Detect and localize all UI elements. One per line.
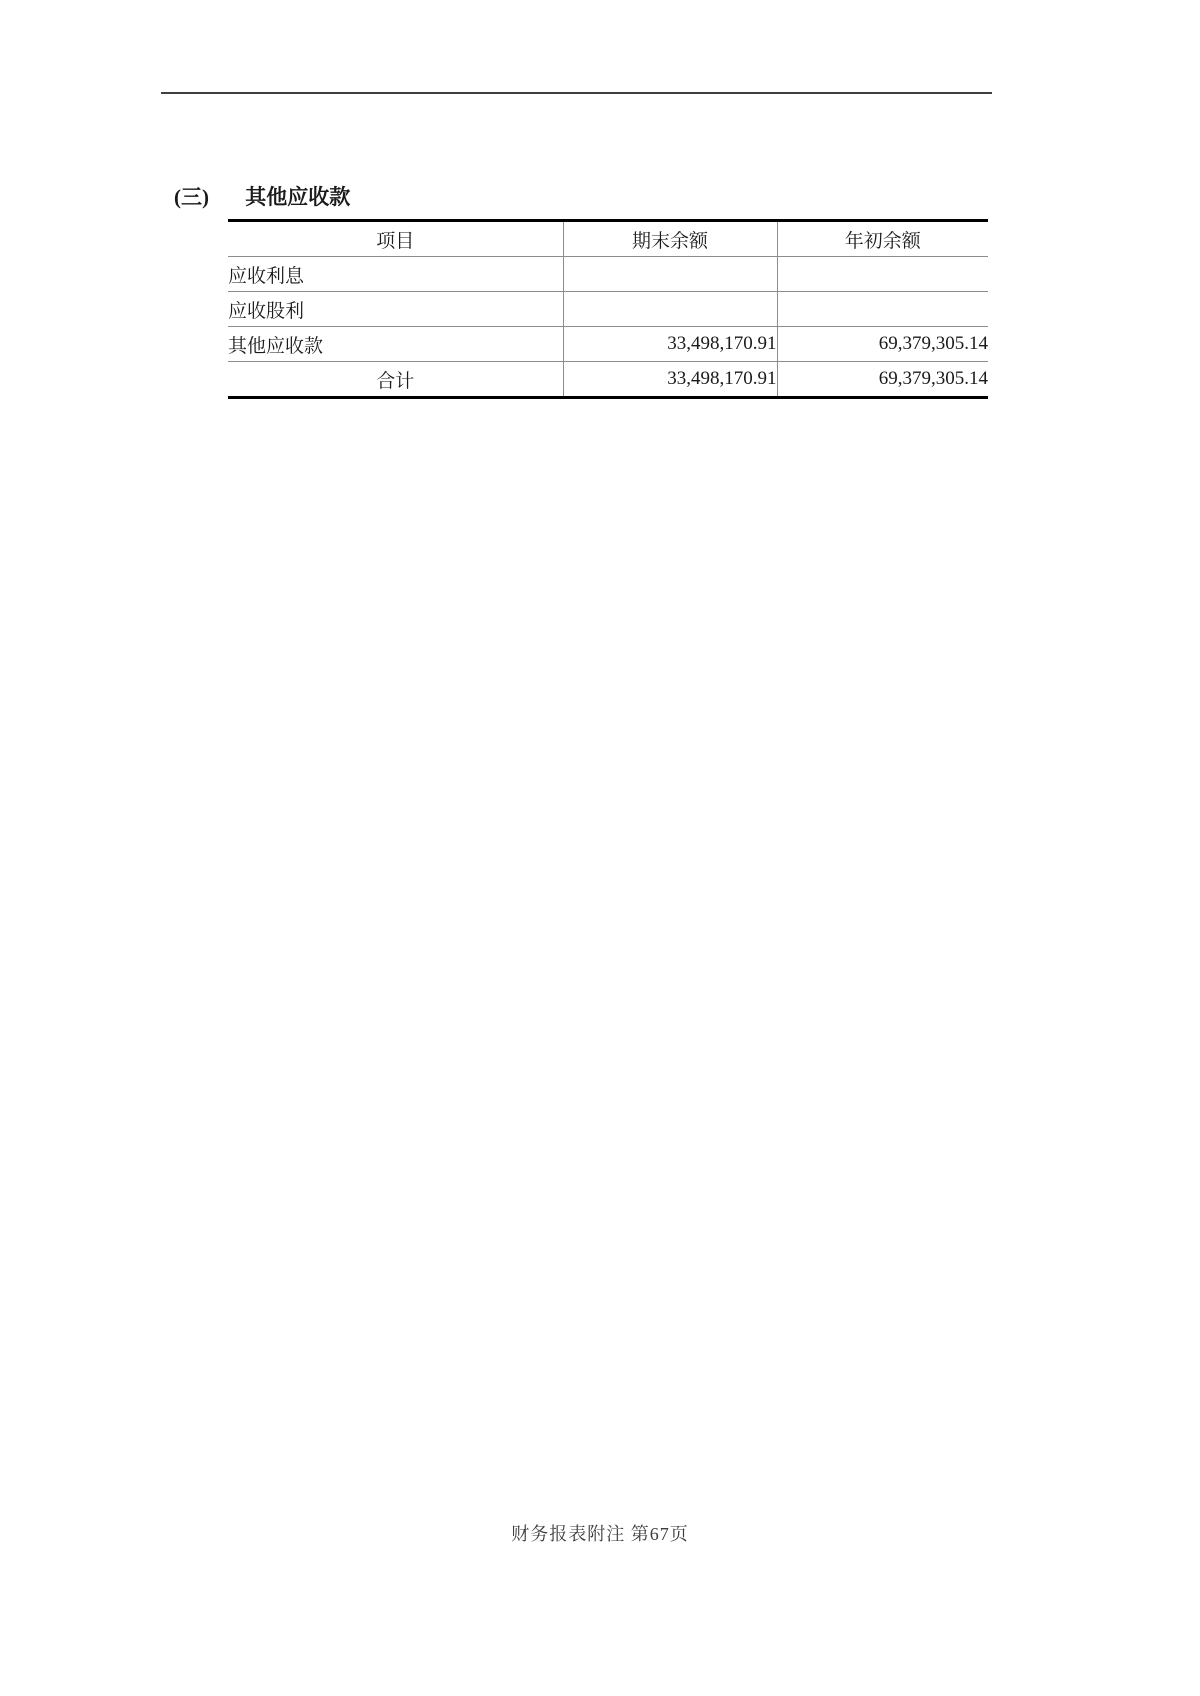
page-header-rule [161, 92, 992, 94]
table-row-dividends-receivable [228, 292, 988, 327]
table-header-row [228, 221, 988, 257]
cell-beginning-balance [777, 292, 988, 327]
section-index: (三) [174, 185, 209, 209]
cell-total-beginning-balance: 69,379,305.14 [777, 362, 988, 398]
cell-item-label: 应收利息 [228, 257, 563, 292]
cell-item-label: 其他应收款 [228, 327, 563, 362]
table-row-interest-receivable [228, 257, 988, 292]
page-footer: 财务报表附注 第67页 [511, 1524, 689, 1544]
section-title: 其他应收款 [245, 185, 351, 209]
cell-ending-balance [563, 292, 777, 327]
col-header-beginning-balance: 年初余额 [777, 221, 988, 257]
cell-beginning-balance: 69,379,305.14 [777, 327, 988, 362]
table-total-row [228, 362, 988, 398]
section-heading [174, 184, 350, 211]
other-receivables-table [228, 219, 988, 399]
cell-beginning-balance [777, 257, 988, 292]
cell-total-ending-balance: 33,498,170.91 [563, 362, 777, 398]
cell-ending-balance [563, 257, 777, 292]
cell-item-label: 应收股利 [228, 292, 563, 327]
col-header-item: 项目 [228, 221, 563, 257]
table-row-other-receivables [228, 327, 988, 362]
cell-ending-balance: 33,498,170.91 [563, 327, 777, 362]
cell-total-label: 合计 [376, 370, 415, 392]
col-header-ending-balance: 期末余额 [563, 221, 777, 257]
